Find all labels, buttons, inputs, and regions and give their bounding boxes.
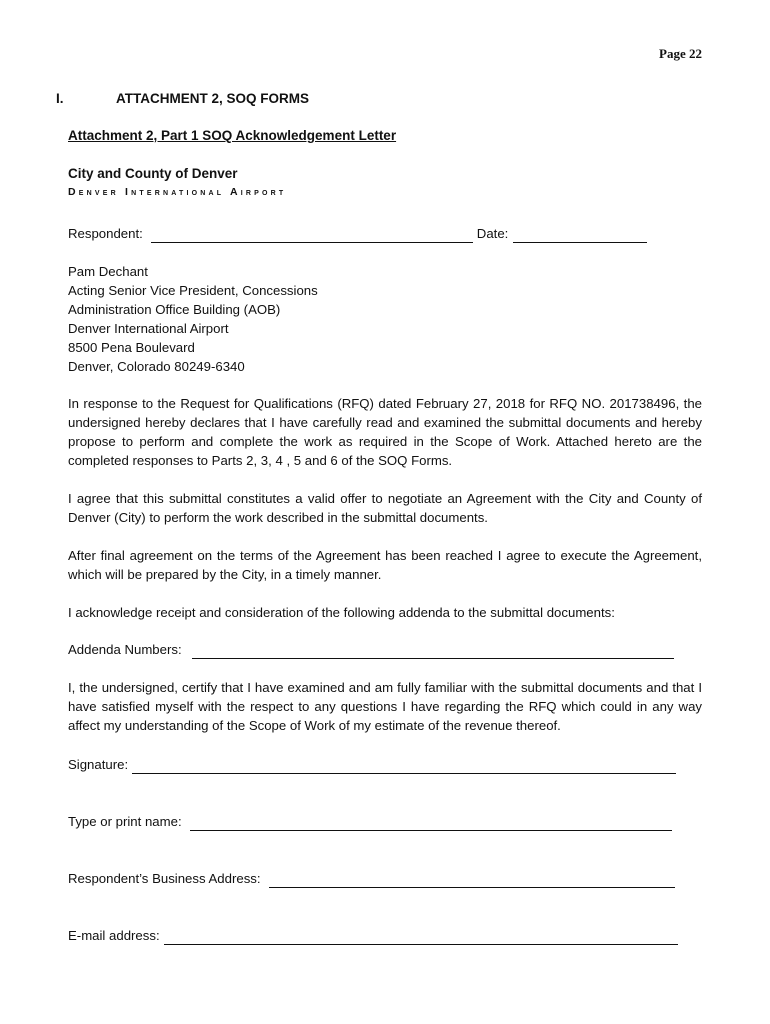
print-name-row <box>68 812 672 831</box>
addenda-field[interactable] <box>192 643 674 659</box>
signature-row <box>68 755 676 774</box>
addenda-label: Addenda Numbers: <box>68 642 182 657</box>
paragraph-execute-agreement: After final agreement on the terms of the Agreement has been reached I agree to execute the Agreement, which will be prepared by the City, in a timely manner. <box>68 548 702 582</box>
page-number: Page 22 <box>659 46 702 61</box>
business-address-row <box>68 869 675 888</box>
addenda-row <box>68 640 674 659</box>
recipient-line: Pam Dechant <box>68 264 148 279</box>
signature-field[interactable] <box>132 758 676 774</box>
respondent-field[interactable] <box>151 227 473 243</box>
respondent-date-row <box>68 224 647 243</box>
airport-name: Denver International Airport <box>68 186 287 198</box>
subheading: Attachment 2, Part 1 SOQ Acknowledgement Letter <box>68 128 397 143</box>
recipient-line: Acting Senior Vice President, Concessions <box>68 283 318 298</box>
business-address-field[interactable] <box>269 872 675 888</box>
recipient-line: 8500 Pena Boulevard <box>68 340 195 355</box>
city-name: City and County of Denver <box>68 166 238 181</box>
print-name-field[interactable] <box>190 815 672 831</box>
section-title: ATTACHMENT 2, SOQ FORMS <box>116 91 309 106</box>
recipient-line: Denver, Colorado 80249-6340 <box>68 359 245 374</box>
business-address-label: Respondent’s Business Address: <box>68 871 261 886</box>
recipient-line: Denver International Airport <box>68 321 229 336</box>
paragraph-certification: I, the undersigned, certify that I have examined and am fully familiar with the submittal documents and that I have satisfied myself with the respect to any questions I have regarding the RFQ which could in any way affect my understanding of the Scope of Work of my estimate of the revenue thereof. <box>68 680 702 733</box>
section-number: I. <box>56 91 64 106</box>
email-row <box>68 926 678 945</box>
signature-label: Signature: <box>68 757 129 772</box>
respondent-label: Respondent: <box>68 226 143 241</box>
date-label: Date: <box>476 226 509 241</box>
email-label: E-mail address: <box>68 928 160 943</box>
paragraph-valid-offer: I agree that this submittal constitutes a valid offer to negotiate an Agreement with the City and County of Denver (City) to perform the work described in the submittal documents. <box>68 491 702 525</box>
paragraph-addenda: I acknowledge receipt and consideration of the following addenda to the submittal documents: <box>68 605 615 620</box>
date-field[interactable] <box>513 227 647 243</box>
print-name-label: Type or print name: <box>68 814 182 829</box>
recipient-address <box>68 262 318 376</box>
recipient-line: Administration Office Building (AOB) <box>68 302 281 317</box>
email-field[interactable] <box>164 929 678 945</box>
paragraph-rfq-response: In response to the Request for Qualifications (RFQ) dated February 27, 2018 for RFQ NO. 201738496, the undersigned hereby declares that I have carefully read and examined the submittal documents and hereby propose to perform and complete the work as required in the Scope of Work. Attached hereto are the completed responses to Parts 2, 3, 4 , 5 and 6 of the SOQ Forms. <box>68 396 702 468</box>
